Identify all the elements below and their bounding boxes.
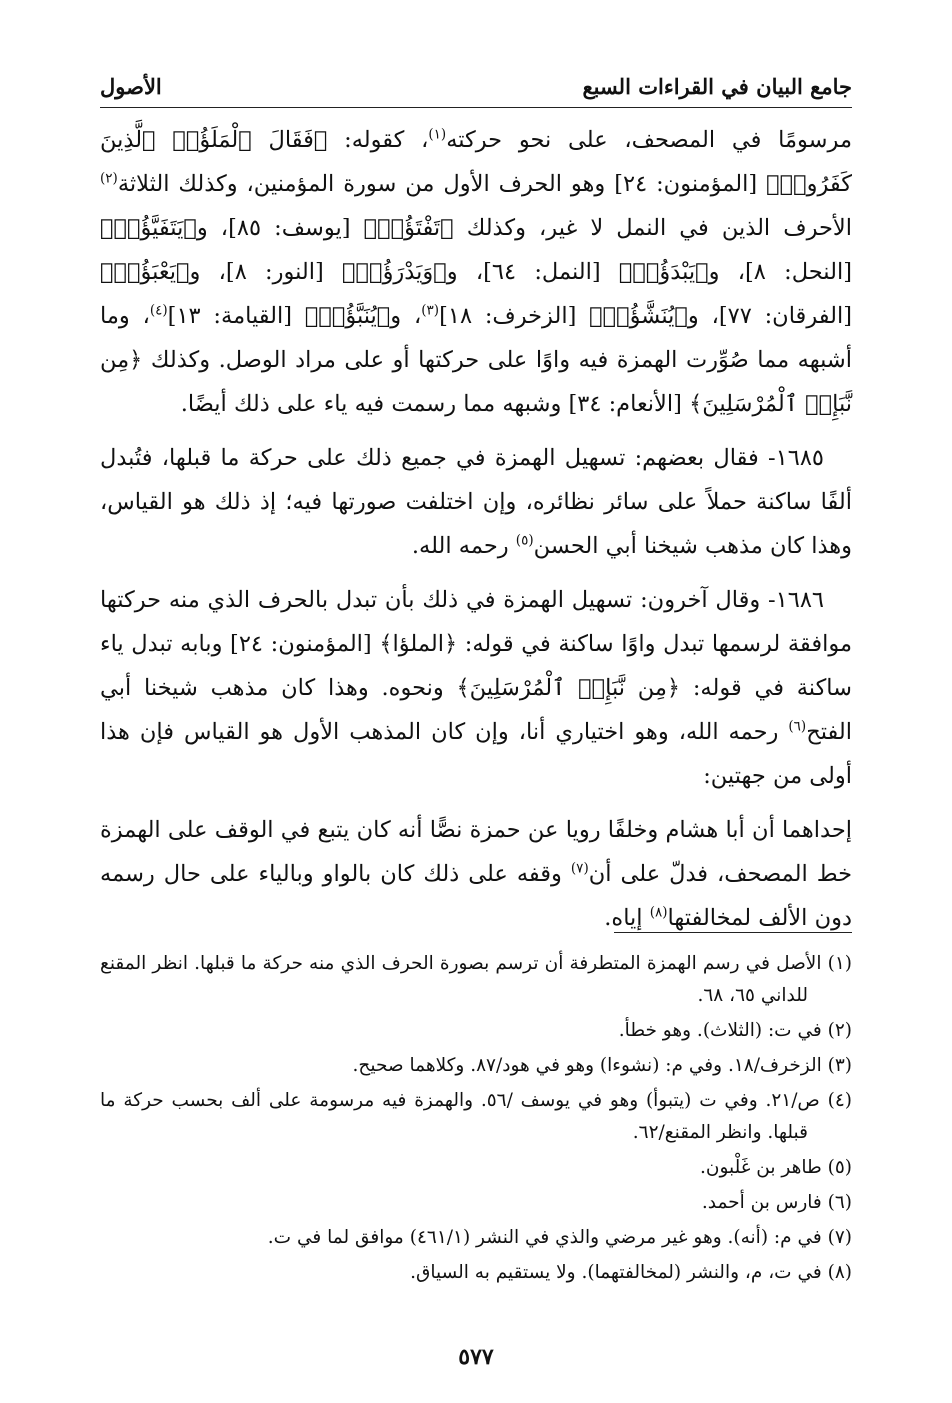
main-text bbox=[100, 118, 852, 950]
footnotes bbox=[100, 948, 852, 1292]
text-run: رحمه الله، وهو اختياري أنا، وإن كان المذهب الأول هو القياس فإن هذا أولى من جهتين: bbox=[100, 719, 852, 789]
footnote: (٧) في م: (أنه). وهو غير مرضي والذي في النشر (٤٦١/١) موافق لما في ت. bbox=[267, 1227, 852, 1248]
header-rule bbox=[100, 107, 852, 108]
text-run: مرسومًا في المصحف، على نحو حركته bbox=[446, 127, 852, 153]
text-run: إحداهما أن أبا هشام وخلفًا رويا عن حمزة نصًّا أنه كان يتبع في الوقف على الهمزة خط المصحف، فدلّ على أن bbox=[100, 817, 852, 887]
section-title: الأصول bbox=[100, 73, 162, 99]
footnote-ref: (٨) bbox=[649, 904, 668, 921]
footnote-ref: (٢) bbox=[100, 170, 118, 187]
footnote: (٦) فارس بن أحمد. bbox=[701, 1192, 852, 1213]
footnote: (١) الأصل في رسم الهمزة المتطرفة أن ترسم بصورة الحرف الذي منه حركة ما قبلها. انظر المقنع للداني ٦٥، ٦٨. bbox=[100, 953, 852, 1006]
footnote: (٨) في ت، م، والنشر (لمخالفتهما). ولا يستقيم به السياق. bbox=[410, 1262, 852, 1283]
text-run: إياه. bbox=[604, 905, 650, 931]
paragraph bbox=[100, 578, 852, 798]
paragraph bbox=[100, 118, 852, 426]
footnote-ref: (٦) bbox=[788, 718, 807, 735]
footnote-ref: (٧) bbox=[570, 860, 589, 877]
footnote: (٣) الزخرف/١٨. وفي م: (نشوءا) وهو في هود/٨٧. وكلاهما صحيح. bbox=[352, 1055, 852, 1076]
paragraph bbox=[100, 436, 852, 568]
text-run: الأحرف الذين في النمل لا غير، وكذلك ﴿تَفْتَؤُا۟﴾ [يوسف: ٨٥]، و﴿يَتَفَيَّؤُا۟﴾ [النحل: ٨]، و﴿يَبْدَؤُا۟﴾ [النمل: ٦٤]، و﴿وَيَدْرَؤُا۟﴾ [النور: ٨]، و﴿يَعْبَؤُا۟﴾ [الفرقان: ٧٧]، و﴿يُنَشَّؤُا۟﴾ [الزخرف: ١٨] bbox=[100, 215, 852, 329]
footnote-separator bbox=[614, 932, 852, 933]
running-header bbox=[100, 66, 852, 106]
text-run: ، و﴿يُنَبَّؤُا۟﴾ [القيامة: ١٣] bbox=[167, 303, 422, 329]
footnote-ref: (٣) bbox=[421, 302, 440, 319]
footnote: (٢) في ت: (الثلاث). وهو خطأ. bbox=[618, 1020, 852, 1041]
text-run: ١٦٨٥- فقال بعضهم: تسهيل الهمزة في جميع ذلك على حركة ما قبلها، فتُبدل ألفًا ساكنة حملاً على سائر نظائره، وإن اختلفت صورتها فيه؛ إذ ذلك هو القياس، وهذا كان مذهب شيخنا أبي الحسن bbox=[100, 445, 852, 559]
footnote-ref: (٥) bbox=[515, 532, 534, 549]
footnote-ref: (٤) bbox=[149, 302, 168, 319]
text-run: ، كقوله: ﴿فَقَالَ ٱلْمَلَؤُا۟ ٱلَّذِينَ كَفَرُوا۟﴾ [المؤمنون: ٢٤] وهو الحرف الأول من سورة المؤمنين، وكذلك الثلاثة bbox=[100, 127, 852, 197]
text-run: وقفه على ذلك كان بالواو وبالياء على حال رسمه دون الألف لمخالفتها bbox=[100, 861, 852, 931]
footnote-ref: (١) bbox=[428, 126, 447, 143]
footnote: (٤) ص/٢١. وفي ت (يتبوأ) وهو في يوسف /٥٦. والهمزة فيه مرسومة على ألف بحسب حركة ما قبلها. وانظر المقنع/٦٢. bbox=[100, 1090, 852, 1143]
text-run: ، وما أشبهه مما صُوِّرت الهمزة فيه واوًا على حركتها أو على مراد الوصل. وكذلك ﴿مِن نَّبَإِى۟ ٱلْمُرْسَلِينَ﴾ [الأنعام: ٣٤] وشبهه مما رسمت فيه ياء على ذلك أيضًا. bbox=[100, 303, 852, 417]
text-run: ١٦٨٦- وقال آخرون: تسهيل الهمزة في ذلك بأن تبدل بالحرف الذي منه حركتها موافقة لرسمها تبدل واوًا ساكنة في قوله: ﴿الملؤا﴾ [المؤمنون: ٢٤] وبابه تبدل ياء ساكنة في قوله: ﴿مِن نَّبَإِى۟ ٱلْمُرْسَلِينَ﴾ ونحوه. وهذا كان مذهب شيخنا أبي الفتح bbox=[100, 587, 852, 745]
paragraph bbox=[100, 808, 852, 940]
book-title: جامع البيان في القراءات السبع bbox=[582, 73, 852, 99]
text-run: رحمه الله. bbox=[411, 533, 516, 559]
footnote: (٥) طاهر بن غَلْبون. bbox=[700, 1157, 852, 1178]
page-number: ٥٧٧ bbox=[458, 1344, 494, 1370]
